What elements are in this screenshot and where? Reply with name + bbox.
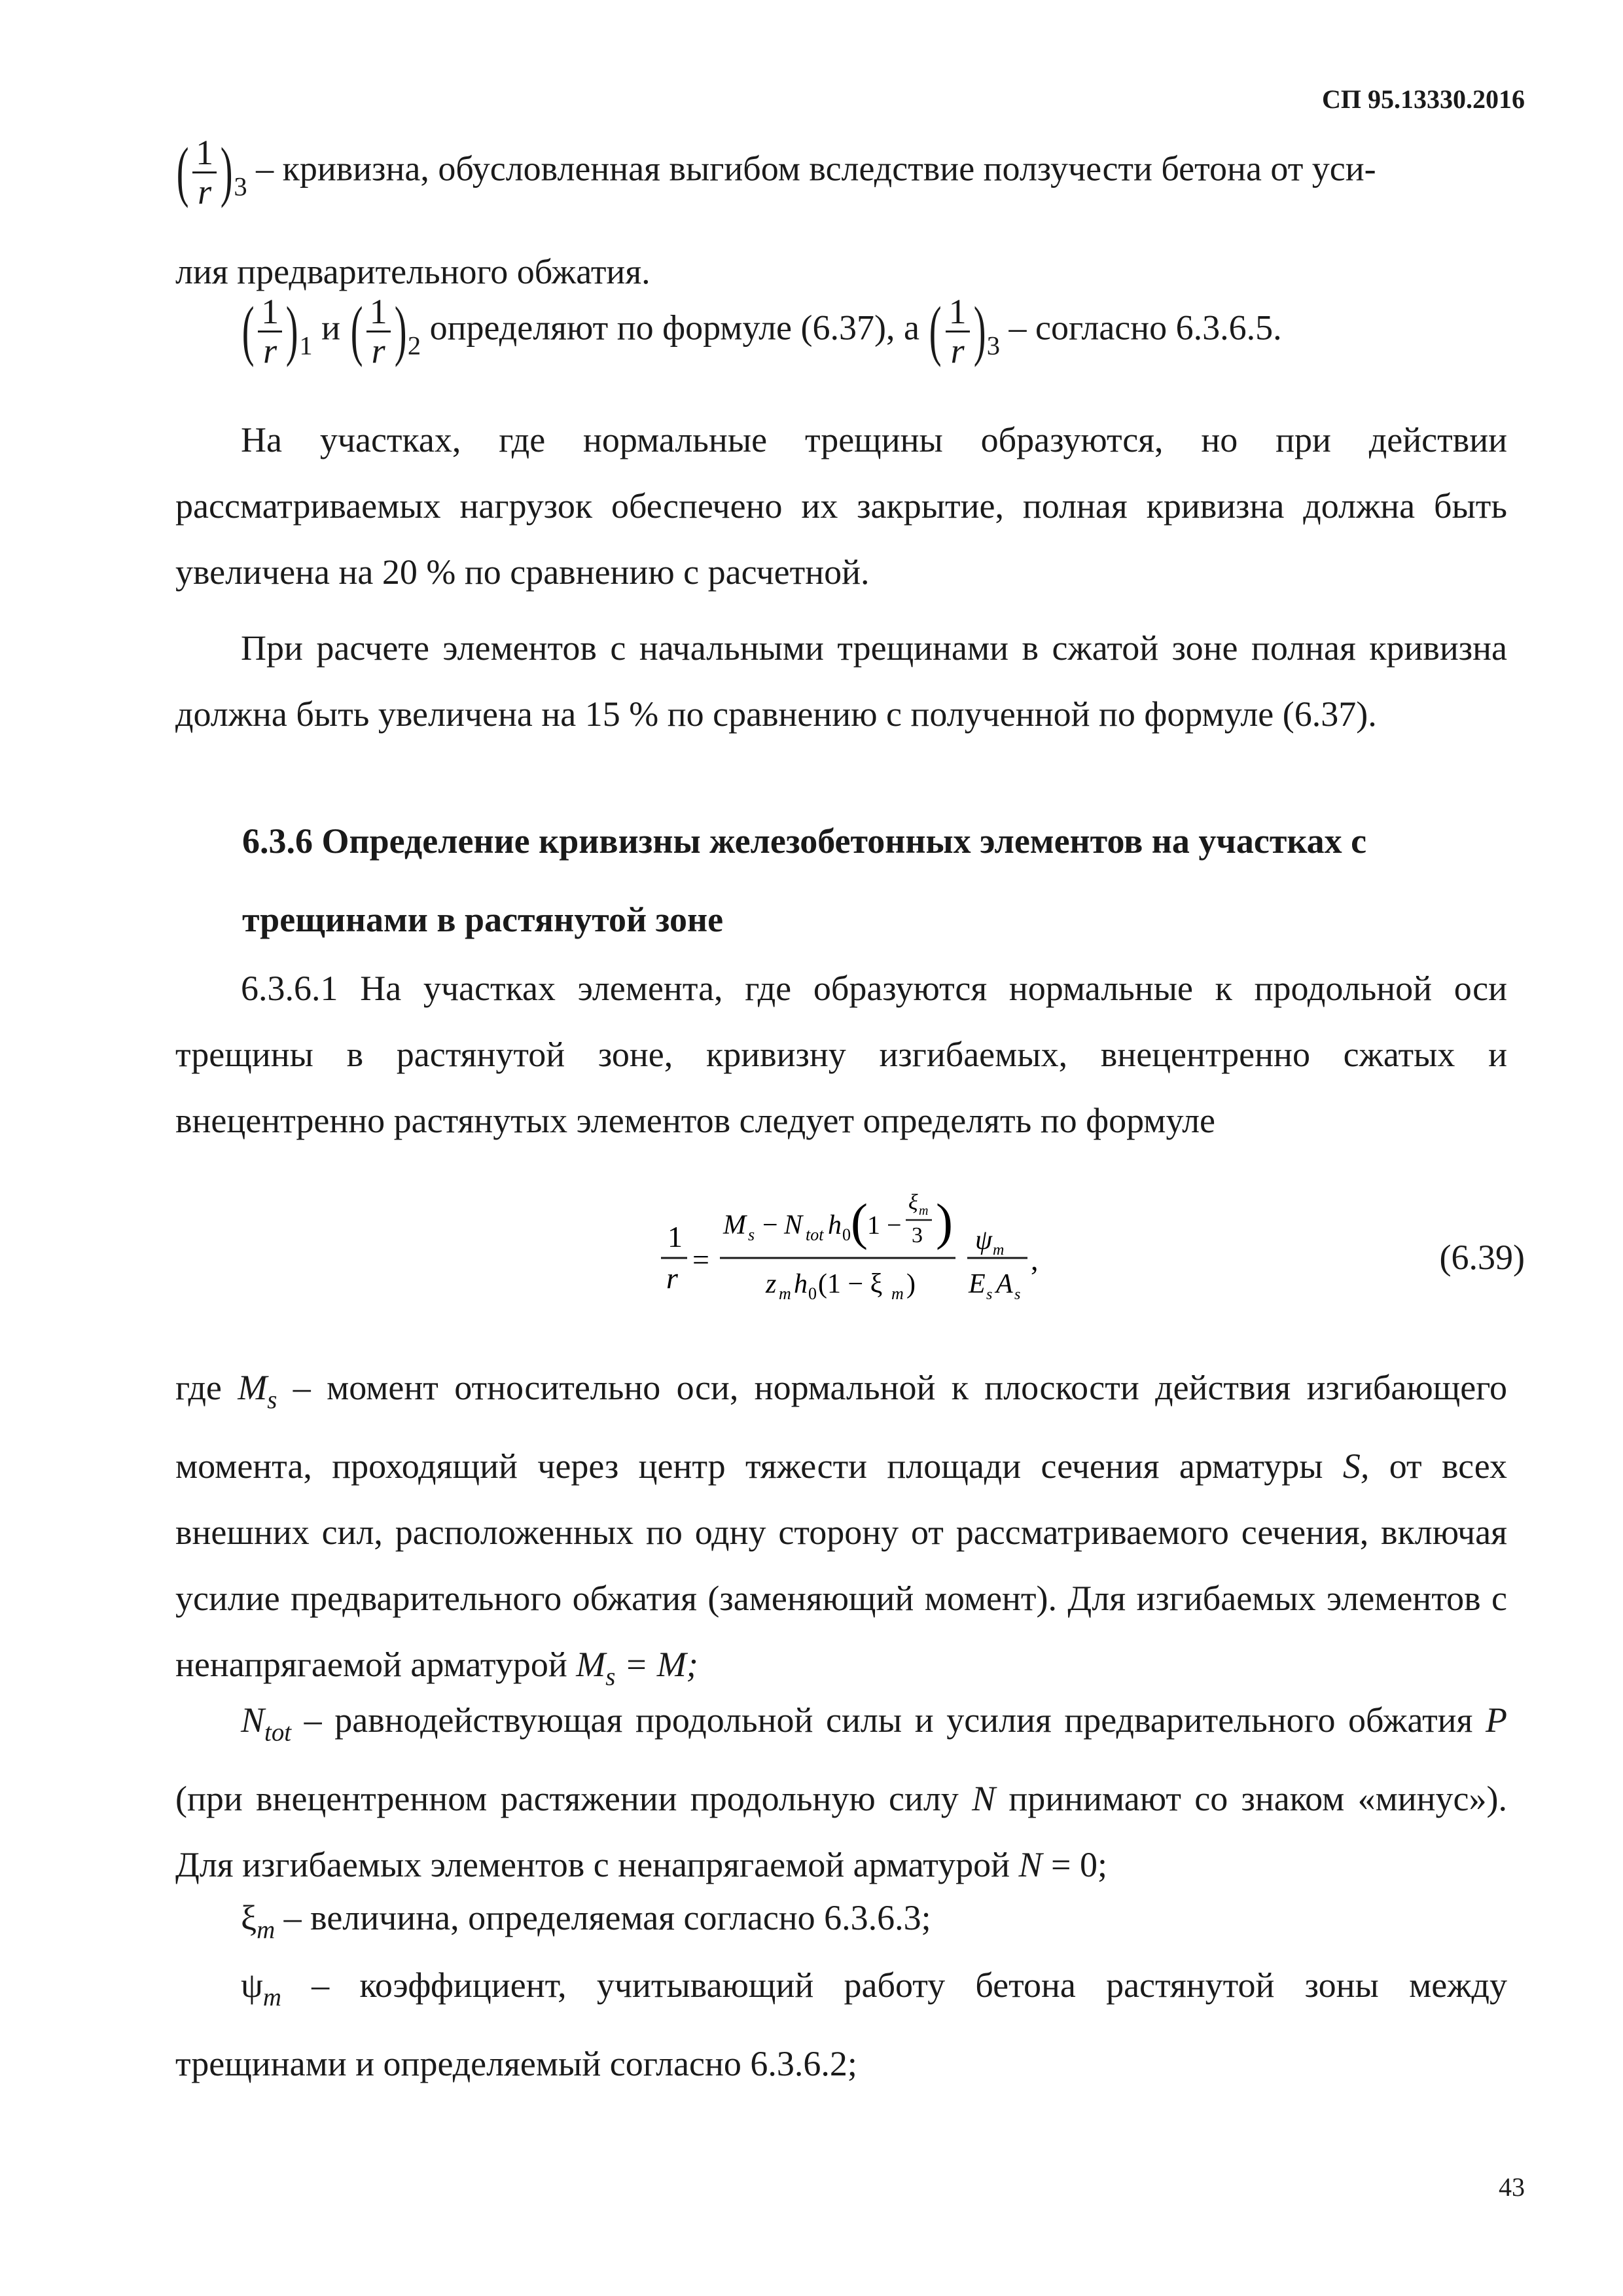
definition-ntot: $N_{tot}$ – равнодействующая продольной силы и усилия предварительного обжатия P (при внецентренном растяжении продольную силу N принимают со знаком «минус»). Для изгибаемых элементов с ненапрягаемой арматурой N = 0; bbox=[175, 1700, 1508, 1884]
paren-close: ) bbox=[936, 1193, 953, 1250]
curvature-fraction-1: ( $\frac{1}{r}$ )$_1$ bbox=[241, 292, 313, 370]
svg-text:,: , bbox=[1031, 1243, 1039, 1276]
num-h: h bbox=[828, 1210, 842, 1240]
svg-text:m: m bbox=[993, 1242, 1005, 1259]
curvature-3-definition bbox=[175, 134, 1507, 219]
curvature-fraction-3: ( $\frac{1}{r}$ )$_3$ bbox=[176, 133, 247, 211]
formula-6-39-svg bbox=[654, 1165, 1047, 1348]
svg-text:m: m bbox=[891, 1284, 904, 1303]
svg-text:s: s bbox=[986, 1286, 993, 1303]
svg-text:0: 0 bbox=[808, 1284, 817, 1303]
paren-open: ( bbox=[851, 1193, 868, 1250]
svg-text:tot: tot bbox=[806, 1225, 824, 1244]
num-m: M bbox=[723, 1210, 746, 1240]
svg-text:m: m bbox=[779, 1284, 791, 1303]
den-z: z bbox=[766, 1269, 777, 1299]
paragraph-initial-cracks: При расчете элементов с начальными трещинами в сжатой зоне полная кривизна должна быть увеличена на 15 % по сравнению с полученной по формуле (6.37). bbox=[175, 628, 1507, 734]
num-n: N bbox=[784, 1210, 803, 1240]
curvature-fraction-2: ( $\frac{1}{r}$ )$_2$ bbox=[350, 292, 421, 370]
definition-xi-m: $\xi_m$ – величина, определяемая согласно 6.3.6.3; bbox=[241, 1898, 931, 1945]
svg-text:): ) bbox=[906, 1269, 916, 1299]
paragraph-6-3-6-1: 6.3.6.1 На участках элемента, где образуются нормальные к продольной оси трещины в растянутой зоне, кривизну изгибаемых, внецентренно сжатых и внецентренно растянутых элементов следует определять по формуле bbox=[175, 969, 1507, 1140]
curvature-3-continuation: лия предварительного обжатия. bbox=[175, 252, 651, 291]
section-heading-6-3-6: 6.3.6 Определение кривизны железобетонных элементов на участках с трещинами в растянутой зоне bbox=[242, 821, 1367, 939]
lhs-denominator: r bbox=[666, 1261, 678, 1295]
svg-text:0: 0 bbox=[842, 1225, 851, 1244]
curvature-1-2-rule: ( $\frac{1}{r}$ )$_1$ и ( $\frac{1}{r}$ )$_2$ определяют по формуле (6.37), а ( $\frac{1}{r}$ )$_3$ – согласно 6.3.6.5. bbox=[241, 292, 1282, 370]
page-number: 43 bbox=[1499, 2172, 1525, 2202]
svg-text:E: E bbox=[969, 1269, 986, 1299]
formula-number: (6.39) bbox=[1439, 1238, 1525, 1277]
svg-text:s: s bbox=[748, 1225, 755, 1244]
svg-text:3: 3 bbox=[912, 1223, 923, 1247]
svg-text:s: s bbox=[1014, 1286, 1021, 1303]
definition-psi-m: $\psi_m$ – коэффициент, учитывающий работу бетона растянутой зоны между трещинами и определяемый согласно 6.3.6.2; bbox=[175, 1965, 1507, 2083]
lhs-numerator: 1 bbox=[668, 1220, 683, 1253]
definition-ms: где $M_s$ – момент относительно оси, нормальной к плоскости действия изгибающего момента, проходящий через центр тяжести площади сечения арматуры S, от всех внешних сил, расположенных по одну сторону от рассматриваемого сечения, включая усилие предварительного обжатия (заменяющий момент). Для изгибаемых элементов с ненапрягаемой арматурой $M_s = M$; bbox=[175, 1368, 1508, 1691]
curvature-3-text: – кривизна, обусловленная выгибом вследствие ползучести бетона от уси- bbox=[256, 149, 1376, 188]
psi-m: ψ bbox=[975, 1225, 993, 1255]
curvature-fraction-3b: ( $\frac{1}{r}$ )$_3$ bbox=[929, 292, 1001, 370]
svg-text:1 −: 1 − bbox=[867, 1210, 902, 1240]
svg-text:ξ: ξ bbox=[908, 1191, 918, 1215]
formula-6-39 bbox=[654, 1165, 1047, 1348]
standard-code-header: СП 95.13330.2016 bbox=[1322, 84, 1525, 114]
svg-text:m: m bbox=[919, 1204, 929, 1218]
svg-text:h: h bbox=[794, 1269, 808, 1299]
paragraph-closed-cracks: На участках, где нормальные трещины образуются, но при действии рассматриваемых нагрузок обеспечено их закрытие, полная кривизна должна быть увеличена на 20 % по сравнению с расчетной. bbox=[175, 420, 1507, 592]
equals-sign: = bbox=[692, 1243, 709, 1276]
svg-text:A: A bbox=[996, 1269, 1013, 1299]
svg-text:(1 − ξ: (1 − ξ bbox=[818, 1269, 883, 1299]
svg-text:−: − bbox=[762, 1210, 778, 1240]
